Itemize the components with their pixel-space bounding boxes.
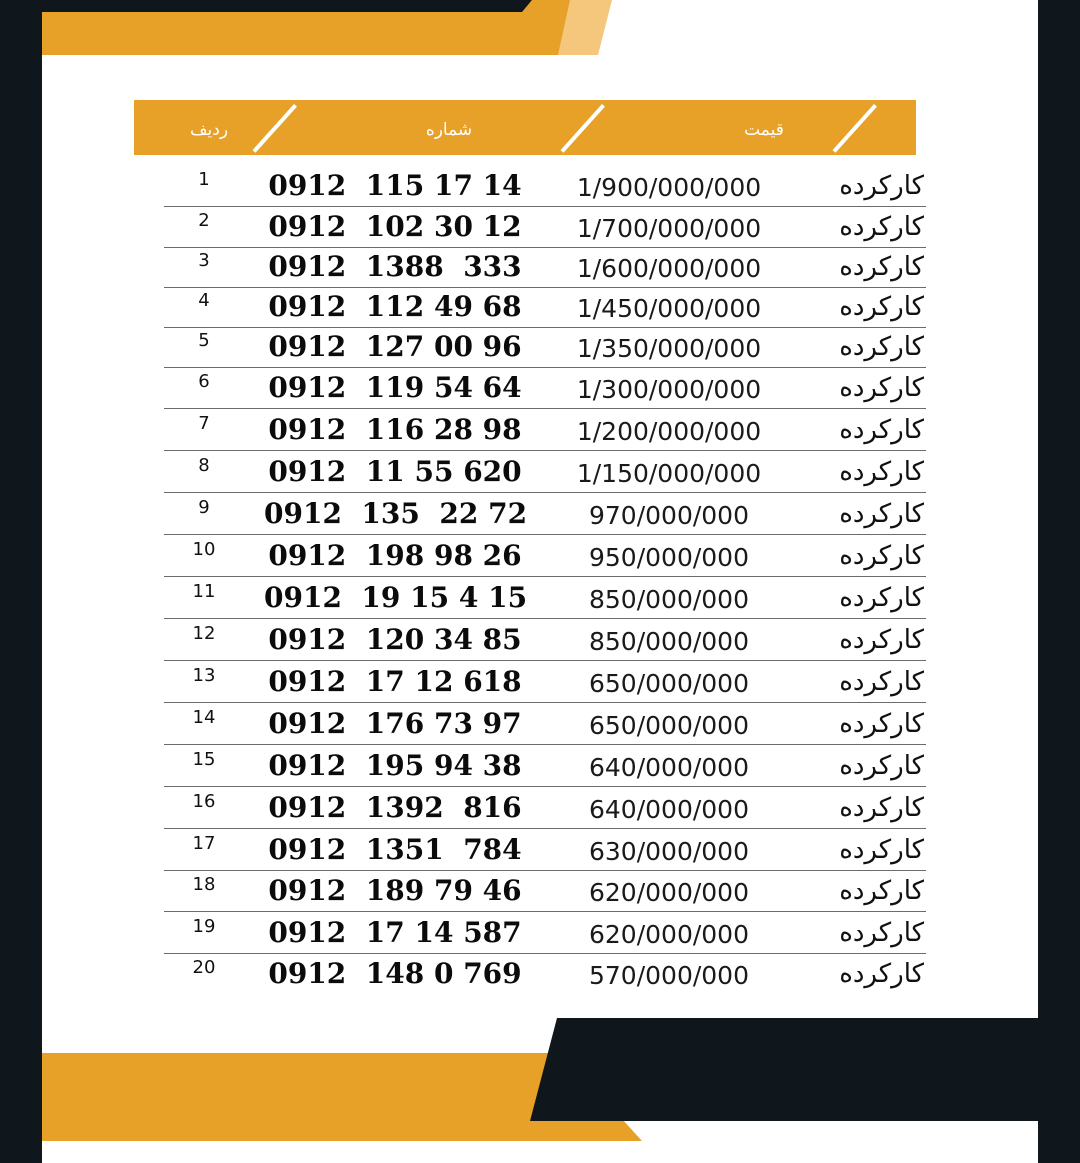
row-index: 3 — [198, 250, 210, 271]
row-index: 19 — [192, 916, 216, 937]
price-value: 850/000/000 — [589, 585, 749, 614]
status-label: کارکرده — [839, 252, 924, 282]
status-label: کارکرده — [839, 292, 924, 322]
header-gheymat: قیمت — [744, 120, 784, 140]
phone-number: 0912 189 79 46 — [268, 874, 522, 907]
table-row — [164, 246, 926, 288]
price-value: 620/000/000 — [589, 878, 749, 907]
phone-number: 0912 135 22 72 — [264, 497, 528, 530]
price-value: 650/000/000 — [589, 711, 749, 740]
row-index: 15 — [192, 749, 216, 770]
table-row — [164, 577, 926, 619]
table-row — [164, 912, 926, 954]
header-shomare: شماره — [425, 120, 473, 140]
row-index: 6 — [198, 371, 210, 392]
phone-number: 0912 120 34 85 — [268, 623, 522, 656]
row-index: 11 — [192, 581, 216, 602]
row-index: 4 — [198, 290, 210, 311]
row-index: 20 — [192, 957, 216, 978]
status-label: کارکرده — [839, 373, 924, 403]
table-row — [164, 206, 926, 248]
status-label: کارکرده — [839, 212, 924, 242]
status-label: کارکرده — [839, 171, 924, 201]
price-list-page — [42, 0, 1038, 1163]
table-row — [164, 165, 926, 207]
phone-number: 0912 1388 333 — [268, 250, 522, 283]
price-value: 630/000/000 — [589, 837, 749, 866]
price-value: 1/900/000/000 — [576, 173, 762, 202]
table-row — [164, 829, 926, 871]
header-radif: ردیف — [189, 120, 229, 140]
row-index: 5 — [198, 330, 210, 351]
status-label: کارکرده — [839, 332, 924, 362]
phone-number: 0912 1351 784 — [268, 833, 522, 866]
price-value: 1/350/000/000 — [576, 334, 762, 363]
price-value: 570/000/000 — [589, 961, 749, 990]
row-index: 8 — [198, 455, 210, 476]
row-index: 16 — [192, 791, 216, 812]
table-row — [164, 451, 926, 493]
row-index: 7 — [198, 413, 210, 434]
table-row — [164, 953, 926, 994]
phone-number: 0912 17 12 618 — [268, 665, 522, 698]
price-value: 1/450/000/000 — [576, 294, 762, 323]
price-value: 650/000/000 — [589, 669, 749, 698]
table-row — [164, 326, 926, 368]
row-index: 13 — [192, 665, 216, 686]
status-label: کارکرده — [839, 918, 924, 948]
phone-number: 0912 148 0 769 — [268, 957, 522, 990]
bottom-decoration — [42, 1015, 1038, 1163]
price-value: 1/150/000/000 — [576, 459, 762, 488]
phone-number: 0912 1392 816 — [268, 791, 522, 824]
table-row — [164, 661, 926, 703]
phone-number: 0912 195 94 38 — [268, 749, 522, 782]
price-value: 620/000/000 — [589, 920, 749, 949]
phone-number: 0912 102 30 12 — [268, 210, 522, 243]
table-row — [164, 535, 926, 577]
price-value: 1/200/000/000 — [576, 417, 762, 446]
status-label: کارکرده — [839, 667, 924, 697]
phone-number: 0912 119 54 64 — [268, 371, 522, 404]
row-index: 2 — [198, 210, 210, 231]
table-row — [164, 745, 926, 787]
phone-number: 0912 116 28 98 — [268, 413, 522, 446]
table-row — [164, 367, 926, 409]
table-row — [164, 787, 926, 829]
phone-number: 0912 17 14 587 — [268, 916, 522, 949]
status-label: کارکرده — [839, 457, 924, 487]
status-label: کارکرده — [839, 876, 924, 906]
header-vaziat: وضعیت — [916, 120, 969, 140]
row-index: 18 — [192, 874, 216, 895]
phone-number: 0912 11 55 620 — [268, 455, 522, 488]
top-decoration — [42, 0, 1038, 60]
phone-number: 0912 198 98 26 — [268, 539, 522, 572]
status-label: کارکرده — [839, 541, 924, 571]
phone-number: 0912 176 73 97 — [268, 707, 522, 740]
status-label: کارکرده — [839, 415, 924, 445]
price-value: 1/300/000/000 — [576, 375, 762, 404]
price-value: 970/000/000 — [589, 501, 749, 530]
status-label: کارکرده — [839, 959, 924, 989]
price-value: 640/000/000 — [589, 795, 749, 824]
status-label: کارکرده — [839, 835, 924, 865]
phone-number: 0912 127 00 96 — [268, 330, 522, 363]
price-value: 950/000/000 — [589, 543, 749, 572]
row-index: 9 — [198, 497, 210, 518]
status-label: کارکرده — [839, 709, 924, 739]
price-value: 850/000/000 — [589, 627, 749, 656]
phone-number: 0912 19 15 4 15 — [264, 581, 528, 614]
table-row — [164, 870, 926, 912]
phone-number: 0912 115 17 14 — [268, 169, 522, 202]
status-label: کارکرده — [839, 793, 924, 823]
price-value: 1/600/000/000 — [576, 254, 762, 283]
row-index: 12 — [192, 623, 216, 644]
price-value: 640/000/000 — [589, 753, 749, 782]
row-index: 1 — [198, 169, 210, 190]
table-row — [164, 703, 926, 745]
status-label: کارکرده — [839, 625, 924, 655]
phone-number: 0912 112 49 68 — [268, 290, 522, 323]
table-row — [164, 409, 926, 451]
status-label: کارکرده — [839, 751, 924, 781]
price-value: 1/700/000/000 — [576, 214, 762, 243]
row-index: 14 — [192, 707, 216, 728]
table-row — [164, 286, 926, 328]
status-label: کارکرده — [839, 499, 924, 529]
table-row — [164, 619, 926, 661]
table-row — [164, 493, 926, 535]
row-index: 10 — [192, 539, 216, 560]
table-header — [134, 100, 969, 155]
row-index: 17 — [192, 833, 216, 854]
status-label: کارکرده — [839, 583, 924, 613]
